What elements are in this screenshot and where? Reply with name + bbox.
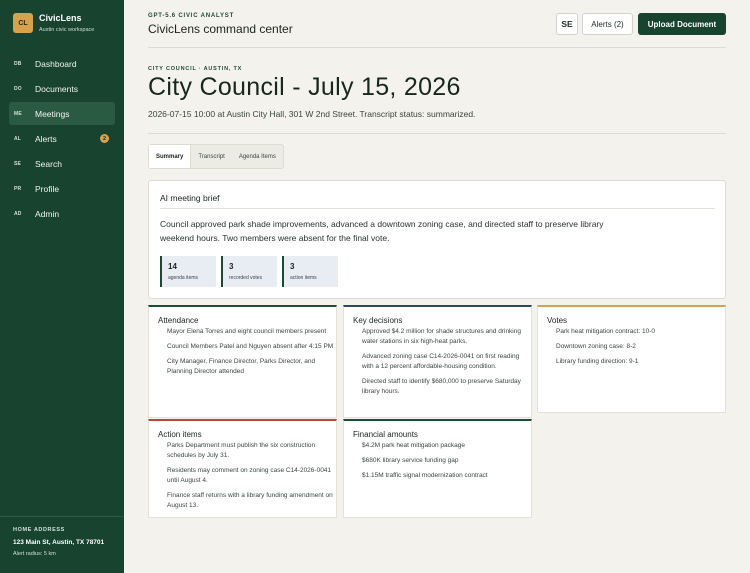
meetings-icon: ME xyxy=(14,110,22,117)
brand[interactable] xyxy=(13,13,94,33)
list-item: Advanced zoning case C14-2026-0041 on first reading with a 12 percent affordable-housing condition. xyxy=(362,353,520,370)
upload-document-button[interactable]: Upload Document xyxy=(638,13,726,35)
tab-summary[interactable]: Summary xyxy=(149,145,191,168)
stat-recorded-votes xyxy=(221,256,277,287)
card-title: Financial amounts xyxy=(353,430,418,439)
list-item: $1.15M traffic signal modernization contract xyxy=(362,472,488,479)
list-item: Downtown zoning case: 8-2 xyxy=(556,343,636,350)
financial-amounts-card xyxy=(343,419,532,518)
user-avatar-button[interactable]: SE xyxy=(556,13,578,35)
sidebar-item-label: Documents xyxy=(35,83,78,94)
stat-action-items xyxy=(282,256,338,287)
stat-value: 14 xyxy=(168,262,177,271)
profile-icon: PR xyxy=(14,185,22,192)
stat-agenda-items xyxy=(160,256,216,287)
list-item: Residents may comment on zoning case C14-2026-0041 until August 4. xyxy=(167,467,332,484)
sidebar-item-dashboard[interactable] xyxy=(9,52,115,75)
main-content xyxy=(124,0,750,573)
list-item: Approved $4.2 million for shade structures and drinking water stations in six high-heat parks. xyxy=(362,328,521,345)
sidebar-item-meetings[interactable] xyxy=(9,102,115,125)
list-item: Mayor Elena Torres and eight council members present xyxy=(167,328,327,335)
list-item: City Manager, Finance Director, Parks Director, and Planning Director attended xyxy=(167,358,316,375)
tab-transcript[interactable]: Transcript xyxy=(198,153,225,160)
sidebar xyxy=(0,0,124,573)
brief-stats xyxy=(160,256,343,287)
sidebar-item-label: Admin xyxy=(35,208,60,219)
stat-value: 3 xyxy=(290,262,295,271)
brand-name: CivicLens xyxy=(39,13,82,23)
sidebar-item-label: Meetings xyxy=(35,108,70,119)
page-title: CivicLens command center xyxy=(148,22,293,36)
sidebar-item-search[interactable] xyxy=(9,152,115,175)
list-item: Library funding direction: 9-1 xyxy=(556,358,639,365)
sidebar-item-admin[interactable] xyxy=(9,202,115,225)
meeting-place: CITY COUNCIL · AUSTIN, TX xyxy=(148,66,243,72)
alerts-count-badge: 2 xyxy=(100,134,109,143)
dashboard-icon: DB xyxy=(14,60,22,67)
stat-value: 3 xyxy=(229,262,234,271)
ai-brief-card xyxy=(148,180,726,299)
stat-label: agenda items xyxy=(168,275,199,281)
card-title: Action items xyxy=(158,430,202,439)
list-item: $4.2M park heat mitigation package xyxy=(362,442,465,449)
brief-divider xyxy=(160,208,715,209)
stat-label: recorded votes xyxy=(229,275,263,281)
attendance-card xyxy=(148,305,337,418)
meeting-divider xyxy=(148,133,726,134)
sidebar-item-profile[interactable] xyxy=(9,177,115,200)
home-address-caption: HOME ADDRESS xyxy=(13,527,65,533)
sidebar-item-label: Dashboard xyxy=(35,58,77,69)
sidebar-item-documents[interactable] xyxy=(9,77,115,100)
card-title: Attendance xyxy=(158,316,199,325)
home-address-panel xyxy=(0,516,124,557)
documents-icon: DO xyxy=(14,85,22,92)
alerts-button[interactable]: Alerts (2) xyxy=(582,13,633,35)
brand-subtitle: Austin civic workspace xyxy=(39,27,95,33)
action-items-card xyxy=(148,419,337,518)
meeting-meta: 2026-07-15 10:00 at Austin City Hall, 301 W 2nd Street. Transcript status: summarized. xyxy=(148,109,476,119)
header-divider xyxy=(148,47,726,48)
sidebar-nav xyxy=(0,52,124,227)
brand-logo: CL xyxy=(13,13,33,33)
card-title: Key decisions xyxy=(353,316,403,325)
list-item: Finance staff returns with a library funding amendment on August 13. xyxy=(167,492,333,509)
list-item: Park heat mitigation contract: 10-0 xyxy=(556,328,655,335)
list-item: Council Members Patel and Nguyen absent after 4:15 PM xyxy=(167,343,334,350)
card-title: Votes xyxy=(547,316,568,325)
meeting-tabs xyxy=(148,144,284,169)
votes-card xyxy=(537,305,726,413)
list-item: Parks Department must publish the six construction schedules by July 31. xyxy=(167,442,316,459)
sidebar-item-label: Search xyxy=(35,158,62,169)
sidebar-item-alerts[interactable] xyxy=(9,127,115,150)
app-eyebrow: GPT-5.6 CIVIC ANALYST xyxy=(148,13,235,19)
alerts-icon: AL xyxy=(14,135,22,142)
tab-agenda-items[interactable]: Agenda Items xyxy=(238,153,276,160)
search-icon: SE xyxy=(14,160,22,167)
alert-radius: Alert radius: 5 km xyxy=(13,551,56,557)
list-item: $680K library service funding gap xyxy=(362,457,459,464)
brief-text: Council approved park shade improvements, advanced a downtown zoning case, and directed staff to preserve library weekend hours. Two members were absent for the final vote. xyxy=(160,219,604,243)
list-item: Directed staff to identify $680,000 to preserve Saturday library hours. xyxy=(362,378,521,395)
sidebar-item-label: Profile xyxy=(35,183,60,194)
home-address: 123 Main St, Austin, TX 78701 xyxy=(13,539,105,546)
admin-icon: AD xyxy=(14,210,22,217)
sidebar-item-label: Alerts xyxy=(35,133,57,144)
key-decisions-card xyxy=(343,305,532,418)
meeting-title: City Council - July 15, 2026 xyxy=(148,73,461,101)
stat-label: action items xyxy=(290,275,317,281)
brief-title: AI meeting brief xyxy=(160,193,220,203)
